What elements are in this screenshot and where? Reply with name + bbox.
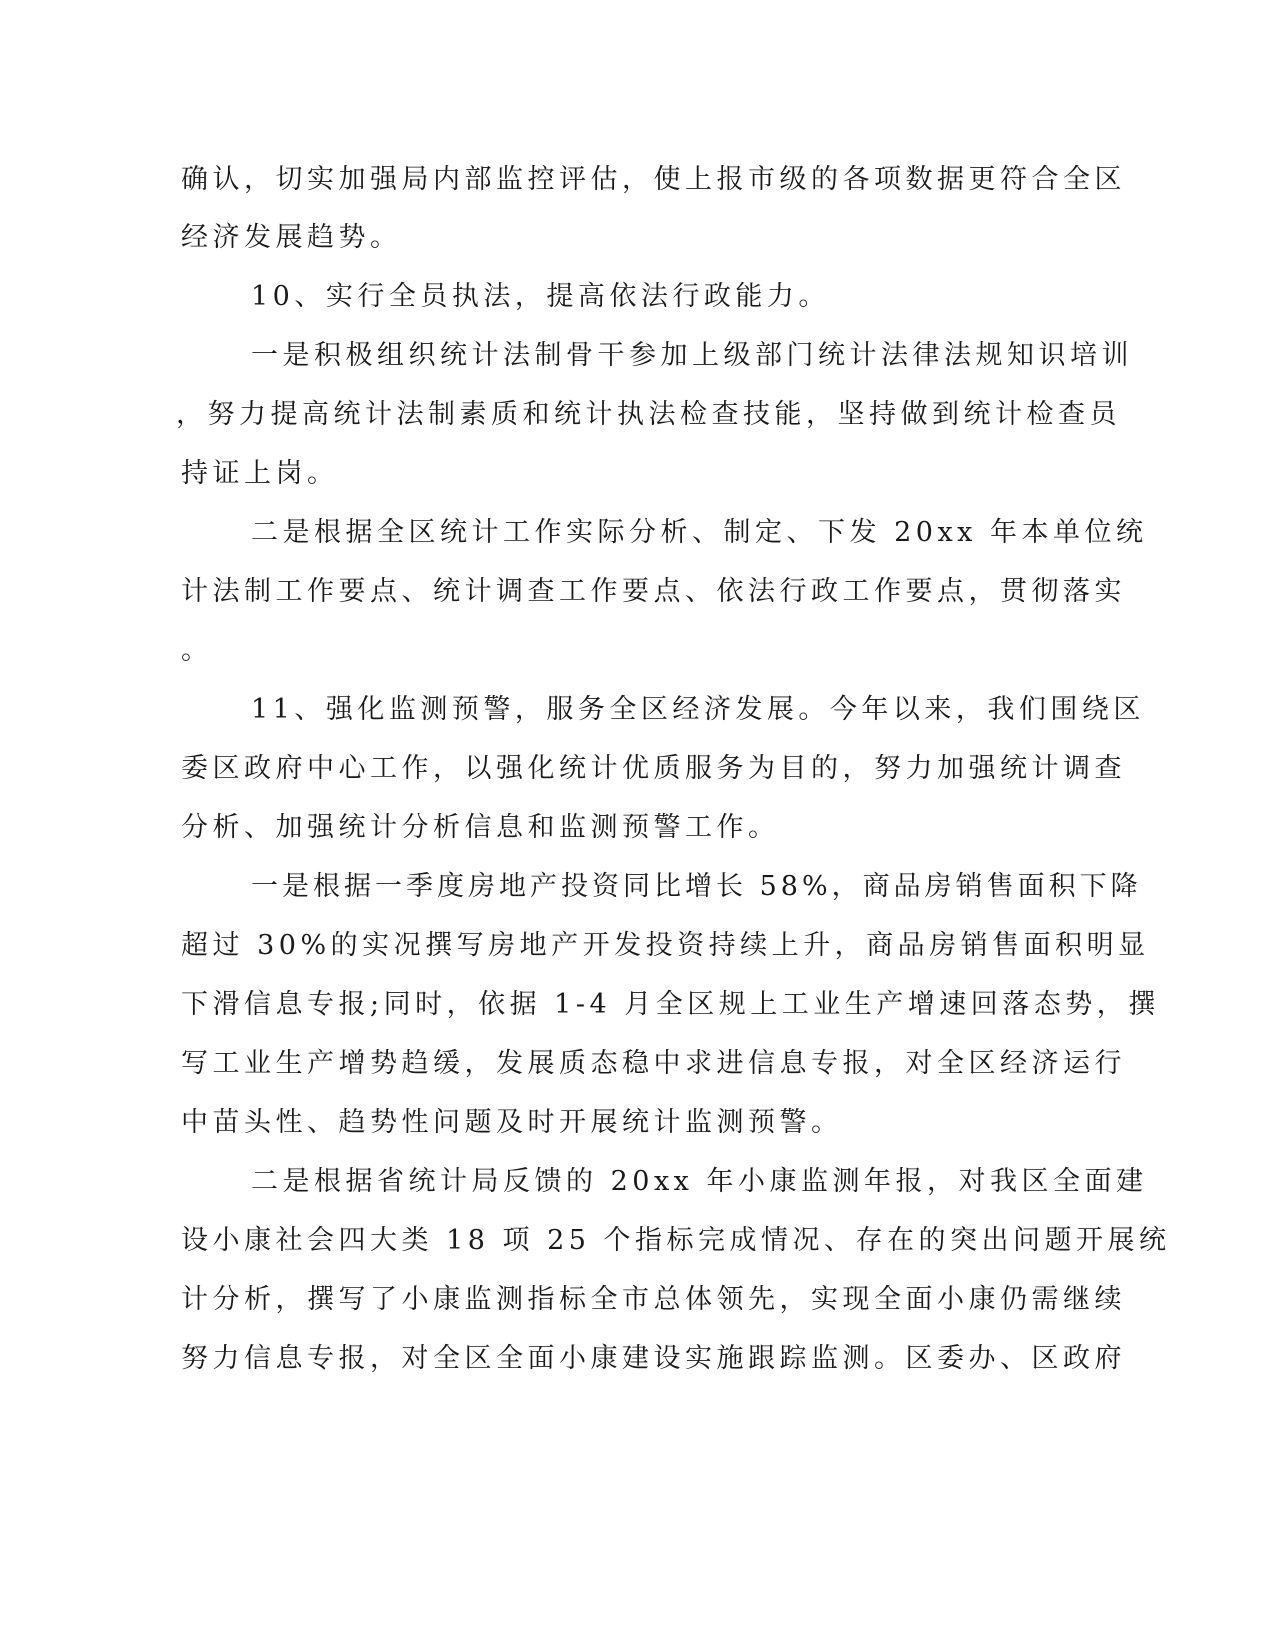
text-line-19: 设小康社会四大类 18 项 25 个指标完成情况、存在的突出问题开展统 (181, 1225, 1171, 1256)
text-line-17: 中苗头性、趋势性问题及时开展统计监测预警。 (181, 1107, 843, 1138)
text-line-12: 分析、加强统计分析信息和监测预警工作。 (181, 812, 780, 843)
text-line-9: 。 (181, 635, 213, 666)
text-line-10: 11、强化监测预警，服务全区经济发展。今年以来，我们围绕区 (251, 694, 1145, 725)
text-line-20: 计分析，撰写了小康监测指标全市总体领先，实现全面小康仍需继续 (181, 1284, 1126, 1315)
text-line-8: 计法制工作要点、统计调查工作要点、依法行政工作要点，贯彻落实 (181, 576, 1126, 607)
text-line-2: 经济发展趋势。 (181, 222, 402, 253)
text-line-4: 一是积极组织统计法制骨干参加上级部门统计法律法规知识培训 (251, 340, 1133, 371)
text-line-14: 超过 30%的实况撰写房地产开发投资持续上升，商品房销售面积明显 (181, 930, 1150, 961)
text-line-7: 二是根据全区统计工作实际分析、制定、下发 20xx 年本单位统 (251, 517, 1148, 548)
text-line-5: ，努力提高统计法制素质和统计执法检查技能，坚持做到统计检查员 (176, 399, 1121, 430)
text-line-16: 写工业生产增势趋缓，发展质态稳中求进信息专报，对全区经济运行 (181, 1048, 1126, 1079)
text-line-11: 委区政府中心工作，以强化统计优质服务为目的，努力加强统计调查 (181, 753, 1126, 784)
text-line-21: 努力信息专报，对全区全面小康建设实施跟踪监测。区委办、区政府 (181, 1343, 1126, 1374)
text-line-6: 持证上岗。 (181, 458, 339, 489)
text-line-13: 一是根据一季度房地产投资同比增长 58%，商品房销售面积下降 (251, 871, 1142, 902)
text-line-3: 10、实行全员执法，提高依法行政能力。 (251, 281, 830, 312)
text-line-1: 确认，切实加强局内部监控评估，使上报市级的各项数据更符合全区 (181, 164, 1126, 195)
text-line-18: 二是根据省统计局反馈的 20xx 年小康监测年报，对我区全面建 (251, 1166, 1148, 1197)
text-line-15: 下滑信息专报;同时，依据 1-4 月全区规上工业生产增速回落态势，撰 (181, 989, 1160, 1020)
